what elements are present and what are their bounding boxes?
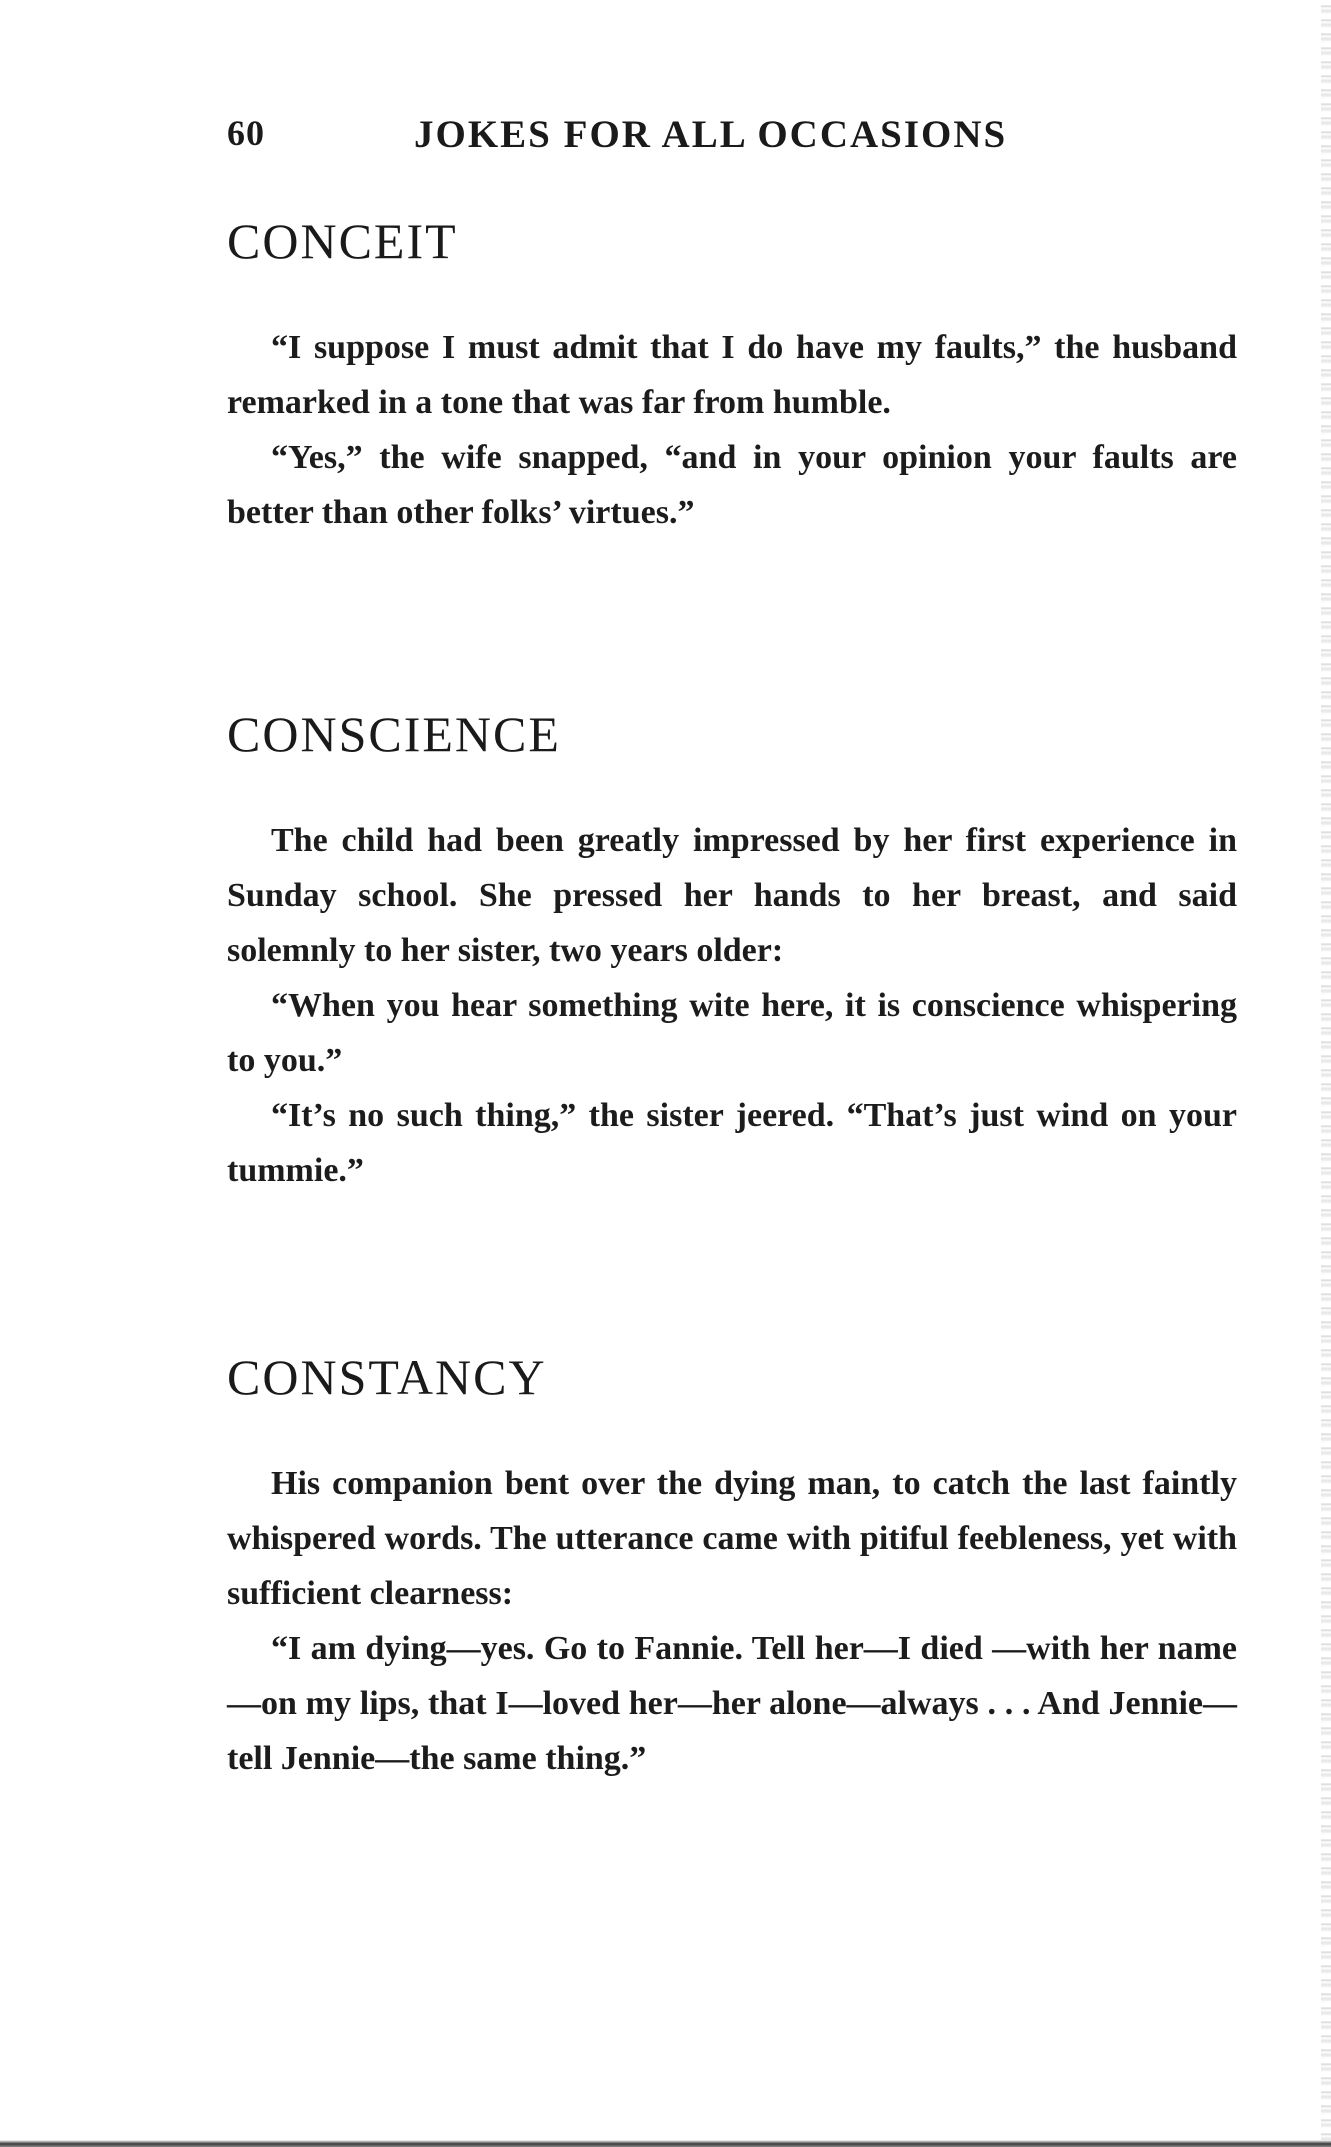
bottom-edge xyxy=(0,2140,1331,2147)
paragraph: “When you hear something wite here, it is conscience whispering to you.” xyxy=(227,987,1237,1079)
paragraph: “It’s no such thing,” the sister jeered. “That’s just wind on your tummie.” xyxy=(227,1097,1237,1189)
section-conscience xyxy=(227,706,1237,1198)
running-header xyxy=(227,112,1047,162)
section-title: CONSTANCY xyxy=(227,1349,547,1405)
section-conceit xyxy=(227,213,1237,540)
paragraph: His companion bent over the dying man, to catch the last faintly whispered words. The utterance came with pitiful feebleness, yet with sufficient clearness: xyxy=(227,1465,1237,1612)
paragraph: “I am dying—yes. Go to Fannie. Tell her—I died —with her name—on my lips, that I—loved her—her alone—always . . . And Jennie—tell Jennie—the same thing.” xyxy=(227,1630,1237,1777)
page-edge xyxy=(1321,0,1331,2147)
paragraph: The child had been greatly impressed by her first experience in Sunday school. She pressed her hands to her breast, and said solemnly to her sister, two years older: xyxy=(227,822,1237,969)
section-title: CONSCIENCE xyxy=(227,706,561,762)
running-title: JOKES FOR ALL OCCASIONS xyxy=(414,113,1008,156)
paragraph: “I suppose I must admit that I do have my faults,” the husband remarked in a tone that was far from humble. xyxy=(227,329,1237,421)
section-constancy xyxy=(227,1349,1237,1786)
paragraph: “Yes,” the wife snapped, “and in your opinion your faults are better than other folks’ virtues.” xyxy=(227,439,1237,531)
page-number: 60 xyxy=(227,113,265,153)
section-title: CONCEIT xyxy=(227,213,458,269)
